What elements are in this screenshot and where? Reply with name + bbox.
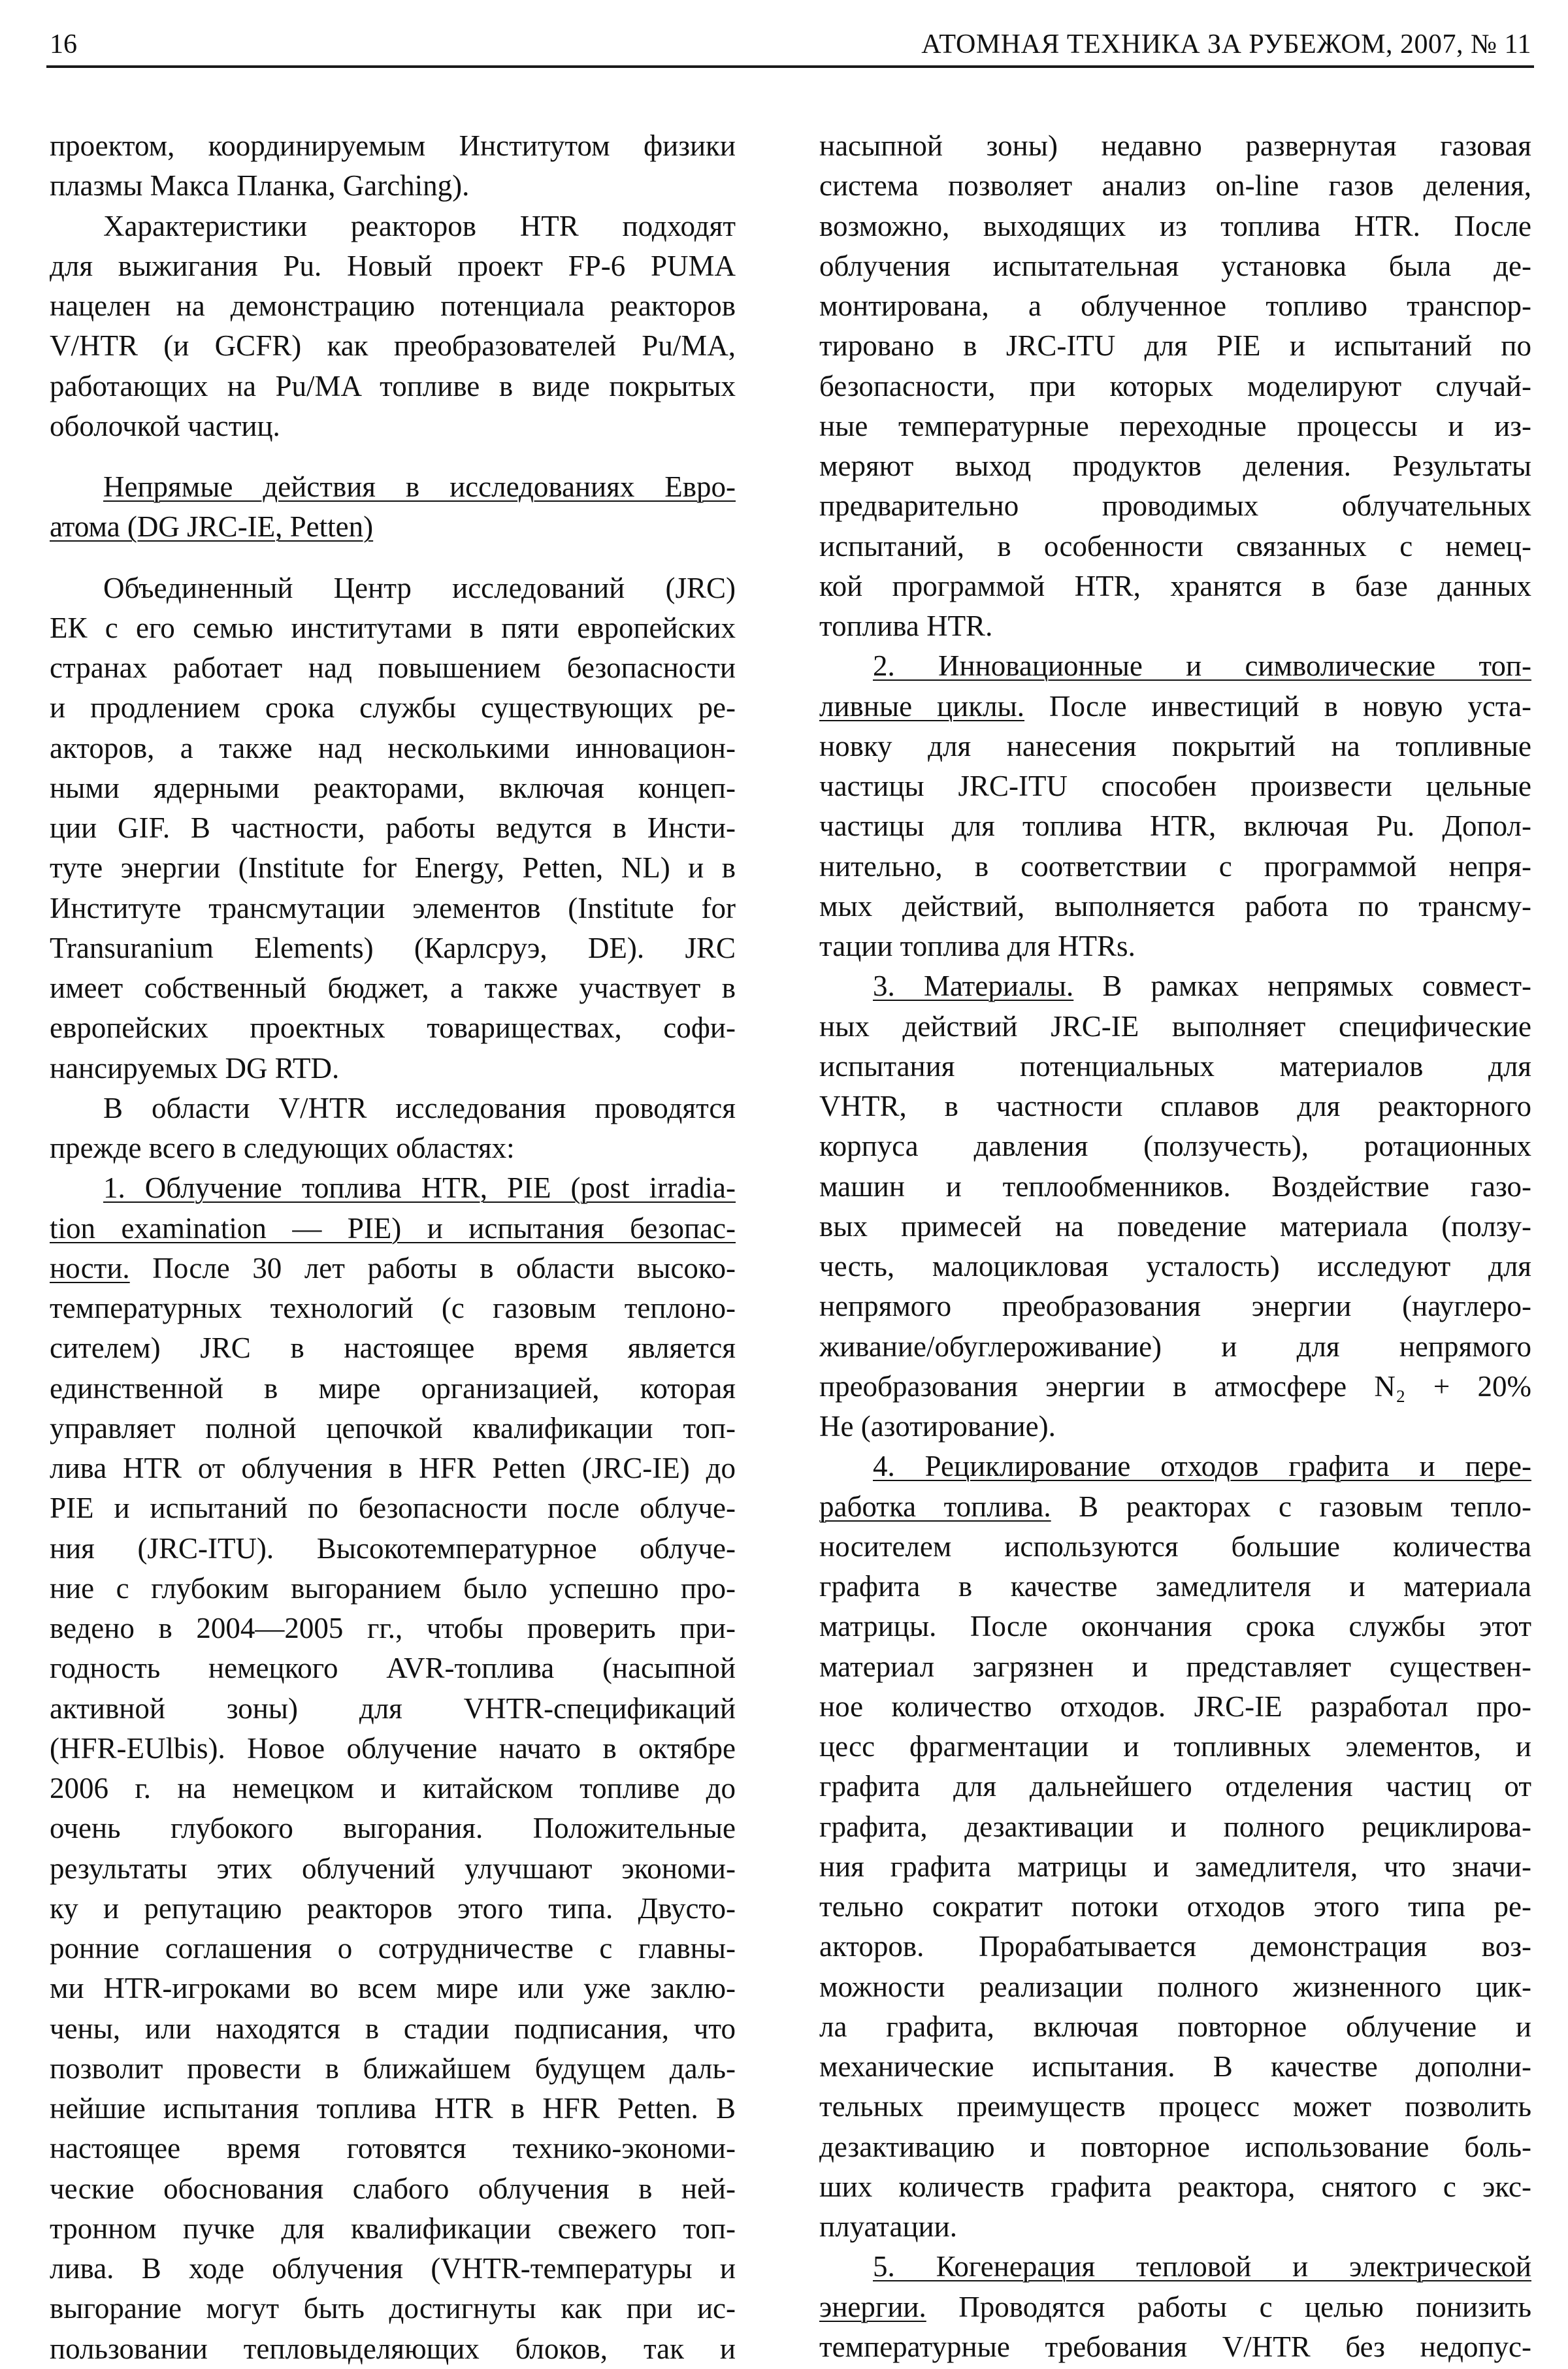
text-line: ческие обоснования слабого облучения в ней- (50, 2172, 736, 2205)
text-line: работающих на Pu/MA топливе в виде покрытых (50, 369, 736, 402)
text-line: выгорание могут быть достигнуты как при ис- (50, 2292, 736, 2325)
text-line: ЕК с его семью институтами в пяти европейских (50, 611, 736, 644)
text-line: облучения испытательная установка была де- (819, 249, 1531, 282)
paragraph (50, 568, 736, 1088)
text-line: акторов. Прорабатывается демонстрация воз- (819, 1930, 1531, 1963)
text-line: насыпной зоны) недавно развернутая газовая (819, 129, 1531, 162)
paragraph (819, 966, 1531, 1446)
text-line: пользовании тепловыделяющих блоков, так и (50, 2332, 736, 2365)
text-line: туте энергии (Institute for Energy, Petten, NL) и в (50, 851, 736, 885)
text-line: графита, дезактивации и полного рециклирова- (819, 1810, 1531, 1843)
text-line: тировано в JRC-ITU для PIE и испытаний по (819, 329, 1531, 363)
text-line: управляет полной цепочкой квалификации топ- (50, 1411, 736, 1445)
text-line (50, 1209, 736, 1249)
text-line: нансируемых DG RTD. (50, 1051, 340, 1085)
text-line: машин и теплообменников. Воздействие газо- (819, 1169, 1531, 1203)
text-line: ших количеств графита реактора, снятого с экс- (819, 2170, 1531, 2203)
text-line: ными ядерными реакторами, включая концеп- (50, 771, 736, 804)
text-line: топлива HTR. (819, 610, 993, 642)
text-line: ми HTR-игроками во всем мире или уже заклю- (50, 1972, 736, 2005)
body-text: После инвестиций в новую уста- (1024, 689, 1531, 723)
text-line: тельно сократит потоки отходов этого типа ре- (819, 1890, 1531, 1923)
text-line: PIE и испытаний по безопасности после облуче- (50, 1492, 736, 1525)
text-line: оболочкой частиц. (50, 409, 280, 442)
text-line: механические испытания. В качестве дополни- (819, 2050, 1531, 2083)
text-line: имеет собственный бюджет, а также участвует в (50, 972, 736, 1004)
text-line: температурные требования V/HTR без недопус- (819, 2330, 1531, 2363)
text-line: лива HTR от облучения в HFR Petten (JRC-IE) до (50, 1452, 736, 1484)
running-header-journal-title: АТОМНАЯ ТЕХНИКА ЗА РУБЕЖОМ, 2007, № 11 (921, 29, 1531, 59)
paragraph (819, 646, 1531, 966)
text-line: тельных преимуществ процесс может позволить (819, 2090, 1531, 2123)
underlined-heading-text: tion examination — PIE) и испытания безопас- (50, 1211, 736, 1245)
text-line: ных действий JRC-IE выполняет специфические (819, 1009, 1531, 1043)
text-line: меряют выход продуктов деления. Результаты (819, 449, 1531, 482)
text-line (50, 507, 736, 547)
text-line: VHTR, в частности сплавов для реакторного (819, 1090, 1531, 1122)
underlined-heading-text: Непрямые действия в исследованиях Евро- (103, 470, 736, 503)
text-line: ния графита матрицы и замедлителя, что значи- (819, 1850, 1531, 1883)
text-line: нительно, в соответствии с программой непря- (819, 849, 1531, 883)
text-line (819, 646, 1531, 686)
text-line: материал загрязнен и представляет существен- (819, 1650, 1531, 1683)
body-text: Проводятся работы с целью понизить (926, 2290, 1531, 2323)
text-line (50, 1168, 736, 1208)
text-line: результаты этих облучений улучшают экономи- (50, 1852, 736, 1885)
text-line (50, 467, 736, 507)
paragraph (819, 1446, 1531, 2247)
text-line: возможно, выходящих из топлива HTR. После (819, 209, 1531, 242)
text-line: ведено в 2004—2005 гг., чтобы проверить при- (50, 1612, 736, 1644)
text-line: Transuranium Elements) (Карлсруэ, DE). JRC (50, 931, 736, 964)
text-line: годность немецкого AVR-топлива (насыпной (50, 1652, 736, 1685)
text-line: тации топлива для HTRs. (819, 930, 1135, 962)
text-line: непрямого преобразования энергии (науглеро- (819, 1290, 1531, 1323)
body-text: В рамках непрямых совмест- (1073, 970, 1531, 1003)
text-line: активной зоны) для VHTR-спецификаций (50, 1691, 736, 1725)
text-line: ку и репутацию реакторов этого типа. Двусто- (50, 1891, 736, 1925)
underlined-heading-text: 2. Инновационные и символические топ- (873, 649, 1531, 683)
text-line: испытания потенциальных материалов для (819, 1049, 1531, 1083)
text-line: проектом, координируемым Институтом физики (50, 129, 736, 162)
text-line: безопасности, при которых моделируют случай- (819, 369, 1531, 402)
text-line: ные температурные переходные процессы и из- (819, 409, 1531, 442)
text-line: (HFR-EUlbis). Новое облучение начато в октябре (50, 1731, 736, 1765)
text-line: мых действий, выполняется работа по трансму- (819, 889, 1531, 923)
text-line: ное количество отходов. JRC-IE разработал про- (819, 1690, 1531, 1723)
underlined-heading-text: ности. (50, 1251, 130, 1284)
text-line (819, 687, 1531, 727)
text-line: лива. В ходе облучения (VHTR-температуры и (50, 2252, 736, 2285)
paragraph (50, 126, 736, 206)
underlined-heading-text: атома (DG JRC-IE, Petten) (50, 510, 374, 544)
paragraph (50, 1088, 736, 1169)
text-line: настоящее время готовятся технико-экономи- (50, 2132, 736, 2165)
text-line: графита для дальнейшего отделения частиц от (819, 1770, 1531, 1803)
text-line: живание/обуглероживание) и для непрямого (819, 1330, 1531, 1363)
body-text: После 30 лет работы в области высоко- (129, 1251, 736, 1284)
text-line: Объединенный Центр исследований (JRC) (103, 571, 736, 604)
text-line: можности реализации полного жизненного цик- (819, 1970, 1531, 2003)
text-line: частицы JRC-ITU способен произвести цельные (819, 770, 1531, 802)
text-line: очень глубокого выгорания. Положительные (50, 1812, 736, 1845)
text-line: В области V/HTR исследования проводятся (103, 1091, 736, 1124)
text-line: дезактивацию и повторное использование боль- (819, 2130, 1531, 2163)
text-line: для выжигания Pu. Новый проект FP-6 PUMA (50, 249, 736, 282)
text-line (819, 1446, 1531, 1486)
text-line: 2006 г. на немецком и китайском топливе до (50, 1772, 736, 1805)
text-line: ронние соглашения о сотрудничестве с главны- (50, 1932, 736, 1965)
page-number: 16 (50, 29, 77, 59)
section-heading (50, 467, 736, 547)
paragraph (819, 126, 1531, 646)
text-line: кой программой HTR, хранятся в базе данных (819, 569, 1531, 602)
text-line (819, 966, 1531, 1006)
text-line: система позволяет анализ on-line газов деления, (819, 169, 1531, 203)
text-line: носителем используются большие количества (819, 1529, 1531, 1563)
text-line: корпуса давления (ползучесть), ротационных (819, 1130, 1531, 1163)
text-line: тронном пучке для квалификации свежего топ- (50, 2212, 736, 2245)
underlined-heading-text: работка топлива. (819, 1490, 1051, 1523)
text-line: честь, малоцикловая усталость) исследуют для (819, 1250, 1531, 1283)
text-line: матрицы. После окончания срока службы этот (819, 1610, 1531, 1643)
underlined-heading-text: ливные циклы. (819, 689, 1025, 723)
text-line (50, 1249, 736, 1288)
underlined-heading-text: 3. Материалы. (873, 970, 1074, 1003)
text-line: акторов, а также над несколькими инновацион- (50, 731, 736, 764)
text-line: плазмы Макса Планка, Garching). (50, 169, 470, 203)
text-line: европейских проектных товариществах, софи- (50, 1011, 736, 1045)
text-line: монтирована, а облученное топливо транспор- (819, 289, 1531, 322)
text-line: графита в качестве замедлителя и материала (819, 1570, 1531, 1603)
paragraph (819, 2247, 1531, 2367)
text-line: частицы для топлива HTR, включая Pu. Допол- (819, 809, 1531, 843)
text-line: температурных технологий (с газовым теплоно- (50, 1292, 736, 1324)
text-line: сителем) JRC в настоящее время является (50, 1332, 736, 1365)
text-line: плуатации. (819, 2210, 957, 2243)
text-line: He (азотирование). (819, 1410, 1056, 1443)
left-column (50, 126, 736, 2369)
text-line: позволит провести в ближайшем будущем даль- (50, 2051, 736, 2085)
text-line: Характеристики реакторов HTR подходят (103, 209, 736, 242)
paragraph (50, 206, 736, 447)
text-line: вых примесей на поведение материала (ползу- (819, 1209, 1531, 1243)
text-line: странах работает над повышением безопасности (50, 651, 736, 684)
text-line: предварительно проводимых облучательных (819, 489, 1531, 523)
paragraph (50, 1168, 736, 2369)
text-line: ла графита, включая повторное облучение и (819, 2010, 1531, 2043)
underlined-heading-text: 1. Облучение топлива HTR, PIE (post irradia- (103, 1171, 736, 1205)
text-line: ции GIF. В частности, работы ведутся в Инсти- (50, 811, 736, 844)
text-line (819, 1487, 1531, 1527)
text-line: Институте трансмутации элементов (Institute for (50, 891, 736, 924)
text-line: ния (JRC-ITU). Высокотемпературное облуче- (50, 1531, 736, 1565)
body-text: В реакторах с газовым тепло- (1051, 1490, 1531, 1523)
underlined-heading-text: энергии. (819, 2290, 926, 2323)
text-line: V/HTR (и GCFR) как преобразователей Pu/MA, (50, 329, 736, 363)
text-line: нацелен на демонстрацию потенциала реакторов (50, 289, 736, 322)
text-line: нейшие испытания топлива HTR в HFR Petten. В (50, 2092, 736, 2125)
right-column (819, 126, 1531, 2367)
text-line: испытаний, в особенности связанных с немец- (819, 529, 1531, 563)
text-line: единственной в мире организацией, которая (50, 1371, 736, 1405)
underlined-heading-text: 5. Когенерация тепловой и электрической (873, 2250, 1531, 2283)
text-line: цесс фрагментации и топливных элементов, и (819, 1730, 1531, 1763)
text-line (819, 2287, 1531, 2327)
header-rule (46, 65, 1534, 68)
text-line: преобразования энергии в атмосфере N₂ + 20% (819, 1369, 1531, 1403)
text-line: чены, или находятся в стадии подписания, что (50, 2012, 736, 2045)
text-line: прежде всего в следующих областях: (50, 1132, 515, 1164)
text-line: и продлением срока службы существующих ре- (50, 691, 736, 725)
text-line (819, 2247, 1531, 2287)
text-line: новку для нанесения покрытий на топливные (819, 729, 1531, 762)
text-line: ние с глубоким выгоранием было успешно про- (50, 1571, 736, 1605)
underlined-heading-text: 4. Рециклирование отходов графита и пере- (873, 1450, 1531, 1483)
